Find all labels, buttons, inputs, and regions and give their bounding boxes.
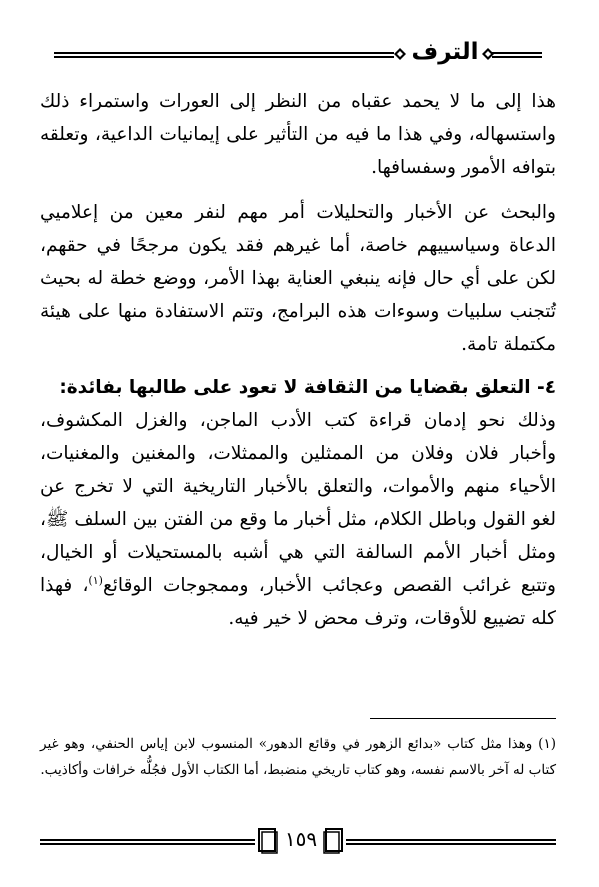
book-icon — [257, 827, 279, 855]
page-header — [40, 39, 556, 68]
paragraph — [40, 404, 556, 635]
diamond-ornament-icon — [394, 48, 406, 60]
book-icon — [322, 827, 344, 855]
paragraph: هذا إلى ما لا يحمد عقباه من النظر إلى العورات واستمراء ذلك واستسهاله، وفي هذا ما فيه من التأثير على إيمانيات الداعية، وتعلقه بتوافه الأمور وسفسافها. — [40, 91, 556, 178]
running-title: الترف — [411, 39, 479, 65]
page-footer — [0, 825, 599, 865]
footer-rule-right — [346, 839, 556, 845]
header-rule-right — [492, 52, 542, 58]
footnote-reference: (١) — [88, 573, 103, 587]
footer-rule-left — [40, 839, 255, 845]
header-rule-left — [54, 52, 394, 58]
page-number: ١٥٩ — [284, 827, 318, 851]
footnote-separator — [370, 718, 556, 719]
paragraph: والبحث عن الأخبار والتحليلات أمر مهم لنفر معين من إعلاميي الدعاة وسياسييهم خاصة، أما غيرهم فقد يكون مرجحًا في حقهم، لكن على أي حال فإنه ينبغي العناية بهذا الأمر، ووضع خطة له بحيث تُتجنب سلبيات وسوءات هذه البرامج، وتتم الاستفادة منها على هيئة مكتملة تامة. — [40, 202, 556, 355]
footnote: (١) وهذا مثل كتاب «بدائع الزهور في وقائع الدهور» المنسوب لابن إياس الحنفي، وهو غير كتاب له آخر بالاسم نفسه، وهو كتاب تاريخي منضبط، أما الكتاب الأول فجُلُّه خرافات وأكاذيب. — [40, 736, 556, 778]
main-text — [40, 85, 556, 635]
paragraph-text: وذلك نحو إدمان قراءة كتب الأدب الماجن، والغزل المكشوف، وأخبار فلان وفلان من الممثلين والممثلات، والمغنين والمغنيات، الأحياء منهم والأموات، والتعلق بالأخبار التاريخية التي لا تخرج عن لغو القول وباطل الكلام، مثل أخبار ما وقع من الفتن بين السلف ﷺ، ومثل أخبار الأمم السالفة التي هي أشبه بالمستحيلات أو الخيال، وتتبع غرائب القصص وعجائب الأخبار، وممجوجات الوقائع — [40, 410, 556, 596]
section-heading: ٤- التعلق بقضايا من الثقافة لا تعود على طالبها بفائدة: — [59, 377, 556, 398]
paragraph-text: ، فهذا كله تضييع للأوقات، وترف محض لا خير فيه. — [40, 575, 556, 629]
